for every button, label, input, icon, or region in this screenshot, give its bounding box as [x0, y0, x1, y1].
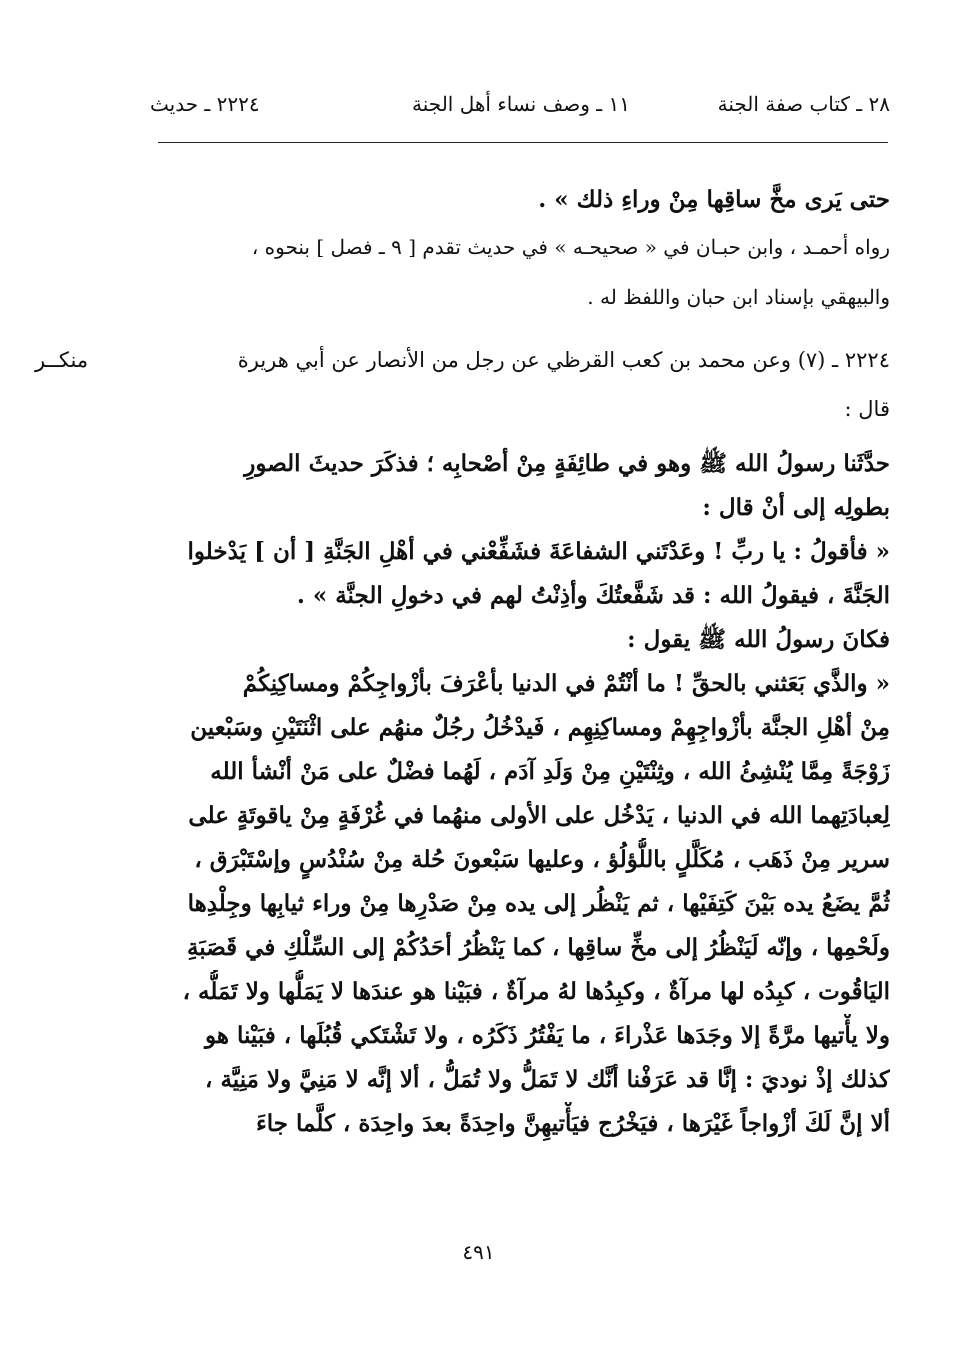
text-line: « فأقولُ : يا ربِّ ! وعَدْتَني الشفاعَةَ فشَفِّعْني في أهْلِ الجَنَّةِ [ أن ] يَدْخلوا: [187, 538, 890, 565]
page-number: ٤٩١: [462, 1240, 495, 1264]
text-line: ثُمَّ يضَعُ يده بَيْنَ كَتِفَيْها ، ثم يَنْظُر إلى يده مِنْ صَدْرِها مِنْ وراء ثيابِها وجِلْدِها: [187, 890, 890, 917]
running-header: [150, 92, 890, 132]
text-line: قال :: [844, 397, 890, 421]
text-line: فكانَ رسولُ الله ﷺ يقول :: [627, 626, 890, 653]
text-line: ولا يأْتيها مرَّةً إلا وجَدَها عَذْراءَ ، ما يَفْتُرُ ذَكَرُه ، ولا تَشْتَكي قُبُلَها ، فبَيْنا هو: [204, 1022, 890, 1049]
text-line: الجَنَّةَ ، فيقولُ الله : قد شَفَّعتُكَ وأذِنْتُ لهم في دخولِ الجنَّة » .: [296, 582, 890, 609]
source-line: رواه أحمـد ، وابن حبـان في « صحيحـه » في حديث تقدم [ ٩ ـ فصل ] بنحوه ،: [251, 235, 890, 259]
header-hadith-ref: ٢٢٢٤ ـ حديث: [150, 92, 260, 116]
text-line: زَوْجَةً مِمَّا يُنْشِئُ الله ، وثِنْتَيْنِ مِنْ وَلَدِ آدَم ، لَهُما فضْلٌ على مَنْ أنْشأ الله: [210, 758, 890, 785]
text-line: مِنْ أهْلِ الجنَّة بأزْواجِهِمْ ومساكِنِهِم ، فَيدْخُلُ رجُلٌ منهُم على اثْنَتَيْنِ وسَبْعين: [190, 714, 890, 741]
header-chapter-title: ١١ ـ وصف نساء أهل الجنة: [412, 92, 630, 116]
text-line: لِعبادَتِهما الله في الدنيا ، يَدْخُل على الأولى منهُما في غُرْفَةٍ مِنْ ياقوتَةٍ على: [188, 802, 890, 829]
text-line: حتى يَرى مخَّ ساقِها مِنْ وراءِ ذلك » .: [538, 186, 890, 213]
text-line: كذلك إذْ نوديَ : إنَّا قد عَرَفْنا أنَّك لا تَمَلُّ ولا تُمَلُّ ، ألا إنَّه لا مَنِيَّ ولا مَنِيَّة ،: [205, 1066, 890, 1093]
text-line: « والذَّي بَعَثني بالحقِّ ! ما أنْتُمْ في الدنيا بأعْرَفَ بأزْواجِكُمْ ومساكِنِكُمْ: [242, 670, 890, 697]
text-line: سرير مِنْ ذَهَب ، مُكَلَّلٍ باللُّؤلُؤ ، وعليها سَبْعونَ حُلة مِنْ سُنْدُسٍ وإسْتَبْرَق ،: [194, 846, 890, 873]
text-line: بطولِه إلى أنْ قال :: [702, 494, 890, 521]
header-rule: [158, 142, 888, 143]
hadith-number-line: ٢٢٢٤ ـ (٧) وعن محمد بن كعب القرظي عن رجل من الأنصار عن أبي هريرة: [237, 348, 890, 372]
spacer: [155, 322, 890, 336]
source-line: والبيهقي بإسناد ابن حبان واللفظ له .: [587, 285, 890, 309]
text-line: ألا إنَّ لَكَ أزْواجاً غَيْرَها ، فيَخْرُج فيَأْتيهِنَّ واحِدَةً بعدَ واحِدَة ، كلَّما جاءَ: [255, 1110, 890, 1137]
text-line: حدَّثَنا رسولُ الله ﷺ وهو في طائِفَةٍ مِنْ أصْحابِه ؛ فذكَرَ حديثَ الصورِ: [244, 450, 890, 477]
text-line: ولَحْمِها ، وإنّه لَيَنْظُرُ إلى مخِّ ساقِها ، كما يَنْظُرُ أحَدُكُمْ إلى السِّلْكِ في قَصَبَةِ: [186, 934, 890, 961]
header-book-title: ٢٨ ـ كتاب صفة الجنة: [717, 92, 890, 116]
text-line: اليَاقُوت ، كبِدُه لها مرآةٌ ، وكبِدُها لهُ مرآةٌ ، فبَيْنا هو عندَها لا يَمَلُّها ولا تَمَلُّه ،: [182, 978, 890, 1005]
main-text: [155, 178, 890, 1146]
margin-grade: منكــر: [35, 348, 89, 372]
